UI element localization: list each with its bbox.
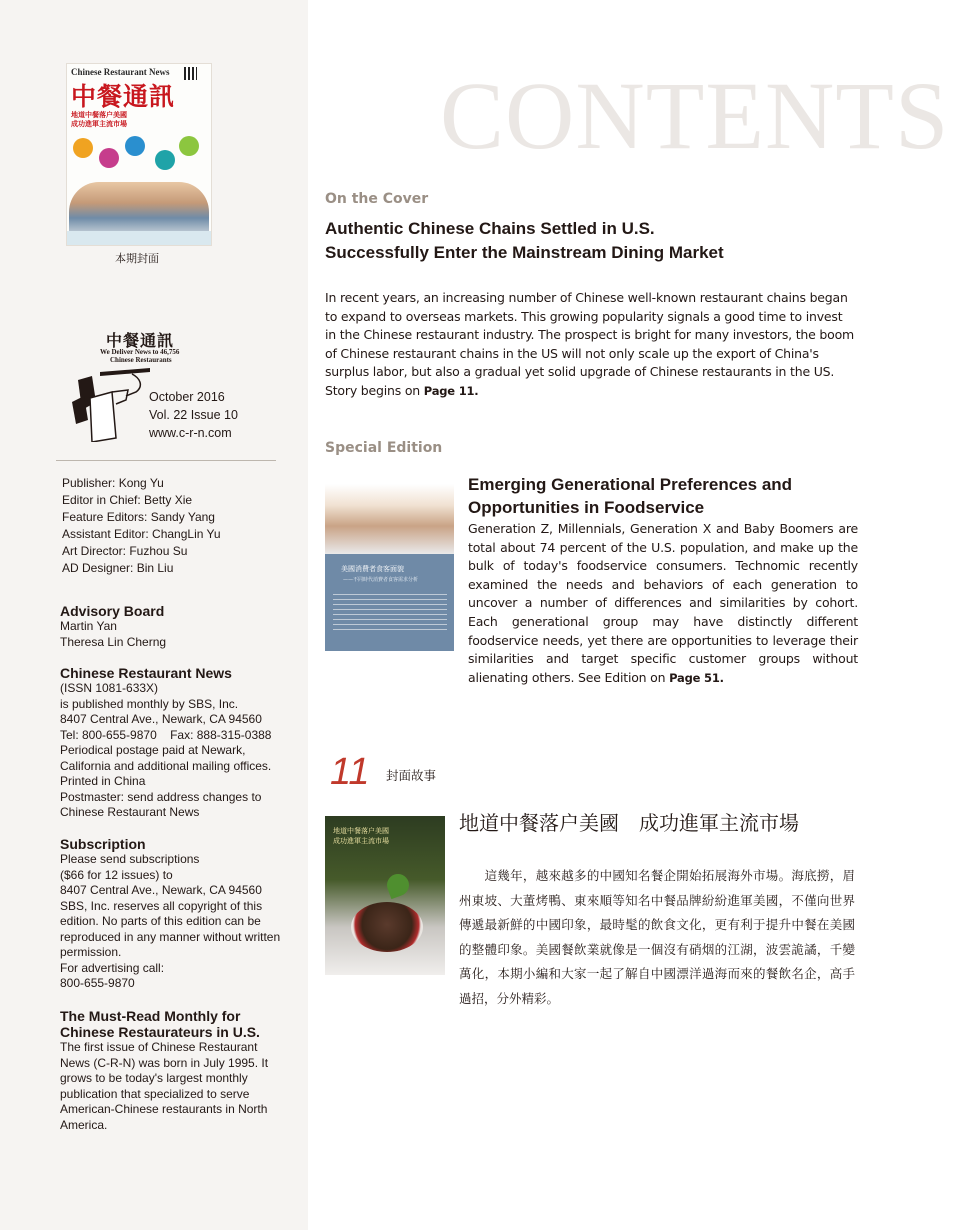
subscription-line: 8407 Central Ave., Newark, CA 94560	[60, 883, 262, 897]
must-read-info	[60, 1008, 268, 1133]
issue-date: October 2016	[149, 390, 225, 404]
subscription-line: Please send subscriptions	[60, 852, 200, 866]
cover-icon-bubble	[99, 148, 119, 168]
staff-item: AD Designer: Bin Liu	[62, 561, 174, 575]
cover-caption: 本期封面	[115, 252, 159, 265]
subscription-line: 800-655-9870	[60, 976, 135, 990]
cover-story-page-link[interactable]: Page 11.	[423, 383, 479, 398]
publication-line: Tel: 800-655-9870 Fax: 888-315-0388	[60, 727, 272, 742]
publication-info	[60, 665, 271, 821]
must-read-line: American-Chinese restaurants in North	[60, 1102, 268, 1116]
must-read-line: America.	[60, 1117, 108, 1132]
special-edition-image[interactable]	[325, 484, 454, 651]
publication-heading: Chinese Restaurant News	[60, 665, 232, 681]
subscription-line: reproduced in any manner without written	[60, 929, 281, 944]
advisory-board-heading: Advisory Board	[60, 603, 165, 619]
must-read-line: The first issue of Chinese Restaurant	[60, 1040, 258, 1054]
cover-thumbnail[interactable]	[66, 63, 212, 246]
special-image-text-lines	[333, 594, 447, 634]
cover-story-image[interactable]	[325, 816, 445, 975]
advisory-board	[60, 603, 166, 650]
logo-title-cn: 中餐通訊	[106, 331, 175, 350]
must-read-line: grows to be today's largest monthly	[60, 1071, 248, 1085]
leaf-garnish-icon	[384, 871, 412, 899]
publication-line: Printed in China	[60, 774, 146, 788]
contents-title: CONTENTS	[440, 62, 950, 169]
cover-story-summary	[325, 289, 857, 401]
logo-tagline-1: We Deliver News to 46,756	[100, 348, 180, 356]
dish-photo	[351, 902, 423, 952]
cover-masthead-cn: 中餐通訊	[71, 82, 176, 111]
on-the-cover-label: On the Cover	[325, 191, 429, 207]
generations-group-photo	[325, 484, 454, 554]
special-edition-headline-1[interactable]: Emerging Generational Preferences and	[468, 475, 793, 494]
cover-story-headline-1[interactable]: Authentic Chinese Chains Settled in U.S.	[325, 219, 655, 238]
cover-headline-cn: 地道中餐落户美國 成功進軍主流市場	[71, 112, 127, 128]
staff-item: Feature Editors: Sandy Yang	[62, 510, 215, 524]
cover-story-body: In recent years, an increasing number of Chinese well-known restaurant chains began to expand to overseas markets. This growing popularity signals a good time to invest in the Chinese restaurant industry. The prospect is bright for many investors, the boom of Chinese restaurant chains in the US will not only scale up the export of China's surplus labor, but also a gradual yet solid upgrade of Chinese restaurants in the US. Story begins on	[325, 290, 854, 398]
staff-item: Publisher: Kong Yu	[62, 476, 164, 490]
must-read-line: publication that specialized to serve	[60, 1086, 250, 1101]
publication-line: is published monthly by SBS, Inc.	[60, 696, 239, 711]
issue-info	[149, 388, 238, 442]
cover-story-label-cn: 封面故事	[386, 768, 437, 783]
website-link[interactable]: www.c-r-n.com	[149, 426, 232, 440]
special-edition-headline-2[interactable]: Opportunities in Foodservice	[468, 498, 705, 517]
issue-volume: Vol. 22 Issue 10	[149, 408, 238, 422]
publication-line: (ISSN 1081-633X)	[60, 681, 159, 695]
cover-story-body-cn: 這幾年，越來越多的中國知名餐企開始拓展海外市場。海底撈，眉州東坡、大董烤鴨、東來順等知名中餐品牌紛紛進軍美國，不僅向世界傳遞最新鮮的中國印象，最時髦的飲食文化，更有利于提升中餐在美國的整體印象。美國餐飲業就像是一個沒有硝烟的江湖，波雲詭譎，千變萬化，本期小編和大家一起了解自中國漂洋過海而來的餐飲名企，高手過招，分外精彩。	[459, 868, 855, 1006]
logo-tagline-2: Chinese Restaurants	[110, 356, 172, 364]
cover-story-page-number: 11	[330, 751, 370, 793]
must-read-heading-2: Chinese Restaurateurs in U.S.	[60, 1024, 260, 1040]
subscription-line: permission.	[60, 945, 122, 959]
subscription-line: For advertising call:	[60, 960, 165, 975]
cover-masthead-en: Chinese Restaurant News	[71, 67, 170, 77]
waiter-logo-icon	[70, 362, 152, 442]
subscription-info	[60, 836, 280, 992]
story-image-title: 地道中餐落户美國 成功進軍主流市場	[333, 827, 389, 845]
staff-item: Editor in Chief: Betty Xie	[62, 493, 193, 507]
cover-story-headline-cn[interactable]: 地道中餐落户美國 成功進軍主流市場	[459, 811, 799, 835]
cover-icon-bubble	[73, 138, 93, 158]
must-read-line: News (C-R-N) was born in July 1995. It	[60, 1055, 269, 1070]
special-edition-page-link[interactable]: Page 51.	[669, 670, 724, 685]
cover-icon-bubble	[155, 150, 175, 170]
staff-list	[62, 475, 221, 577]
special-image-title: 美國消費者食客面貌	[341, 565, 404, 573]
subscription-line: edition. No parts of this edition can be	[60, 914, 261, 928]
publication-line: Chinese Restaurant News	[60, 805, 200, 819]
staff-item: Assistant Editor: ChangLin Yu	[62, 527, 221, 541]
subscription-heading: Subscription	[60, 836, 146, 852]
cover-icon-bubble	[179, 136, 199, 156]
sidebar-divider	[56, 460, 276, 461]
staff-item: Art Director: Fuzhou Su	[62, 544, 188, 558]
special-image-subtitle: ——不同時代消費者食客需求分析	[343, 577, 419, 583]
special-edition-label: Special Edition	[325, 440, 443, 456]
publication-line: Periodical postage paid at Newark,	[60, 743, 246, 757]
special-edition-body: Generation Z, Millennials, Generation X and Baby Boomers are total about 74 percent of the U.S. population, and make up the bulk of today's foodservice consumers. Technomic recently examined the needs and behaviors of each generation to uncover a number of differences and similarities by cohort. Each generational group may have distinctly different foodservice needs, yet there are opportunities to leverage their similarities and target specific customer groups without alienating others. See Edition on	[468, 521, 858, 685]
cover-story-headline-2[interactable]: Successfully Enter the Mainstream Dining Market	[325, 243, 724, 262]
must-read-heading-1: The Must-Read Monthly for	[60, 1008, 241, 1024]
special-edition-summary	[468, 520, 858, 687]
qr-code-icon	[184, 67, 197, 80]
cover-icon-bubble	[125, 136, 145, 156]
cover-footer-strip	[67, 231, 211, 245]
publication-line: 8407 Central Ave., Newark, CA 94560	[60, 712, 262, 726]
sidebar	[0, 0, 308, 1230]
subscription-line: SBS, Inc. reserves all copyright of this	[60, 898, 263, 913]
advisory-member: Theresa Lin Cherng	[60, 634, 167, 649]
subscription-line: ($66 for 12 issues) to	[60, 867, 173, 882]
publication-line: California and additional mailing offices.	[60, 758, 272, 773]
publication-line: Postmaster: send address changes to	[60, 789, 262, 804]
advisory-member: Martin Yan	[60, 619, 117, 633]
